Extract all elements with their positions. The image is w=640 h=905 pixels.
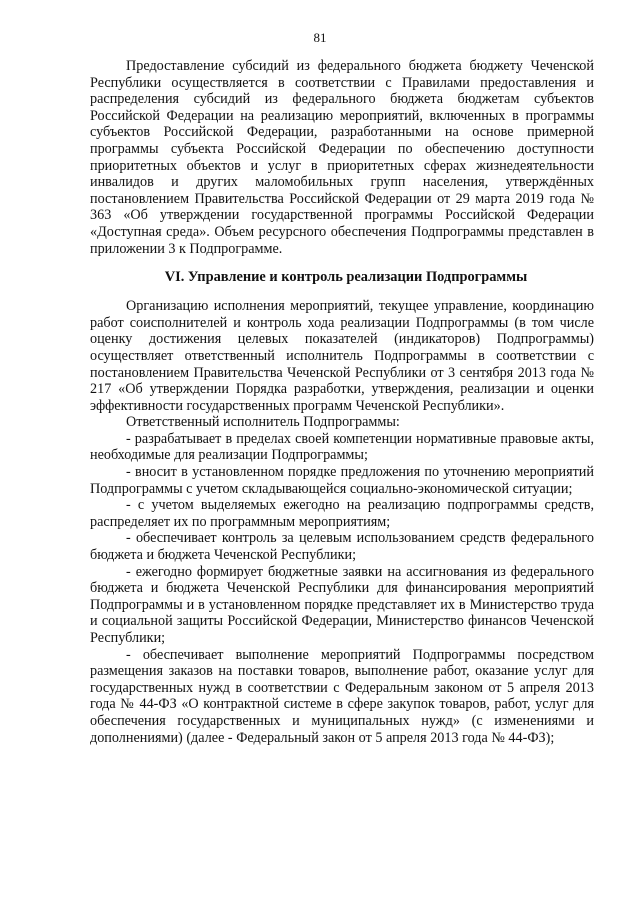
list-item-proposals: - вносит в установленном порядке предложения по уточнению мероприятий Подпрограммы с учетом складывающейся социально-экономической ситуации; (90, 464, 594, 497)
list-item-procurement: - обеспечивает выполнение мероприятий Подпрограммы посредством размещения заказов на поставки товаров, выполнение работ, оказание услуг для государственных нужд в соответствии с Федеральным законом от 5 апреля 2013 года № 44-ФЗ «О контрактной системе в сфере закупок товаров, работ, услуг для обеспечения государственных и муниципальных нужд» (с изменениями и дополнениями) (далее - Федеральный закон от 5 апреля 2013 года № 44-ФЗ); (90, 646, 594, 746)
paragraph-organization: Организацию исполнения мероприятий, текущее управление, координацию работ соисполнителей и контроль хода реализации Подпрограммы (в том числе оценку достижения целевых показателей (индикаторов) Подпрограммы) осуществляет ответственный исполнитель Подпрограммы в соответствии с постановлением Правительства Чеченской Республики от 3 сентября 2013 года № 217 «Об утверждении Порядка разработки, утверждения, реализации и оценки эффективности государственных программ Чеченской Республики». (90, 298, 594, 414)
list-item-develops-acts: - разрабатывает в пределах своей компетенции нормативные правовые акты, необходимые для реализации Подпрограммы; (90, 430, 594, 464)
list-item-distributes-funds: - с учетом выделяемых ежегодно на реализацию подпрограммы средств, распределяет их по программным мероприятиям; (90, 497, 594, 530)
paragraph-responsible-executor: Ответственный исполнитель Подпрограммы: (126, 414, 400, 431)
page-number: 81 (313, 30, 327, 45)
list-item-control: - обеспечивает контроль за целевым использованием средств федерального бюджета и бюджета Чеченской Республики; (90, 530, 594, 564)
list-item-budget-requests: - ежегодно формирует бюджетные заявки на ассигнования из федерального бюджета и бюджета Чеченской Республики для финансирования мероприятий Подпрограммы и в установленном порядке представляет их в Министерство труда и социальной защиты Российской Федерации, Министерство финансов Чеченской Республики; (90, 563, 594, 646)
document-body (90, 58, 594, 746)
section-heading: VI. Управление и контроль реализации Подпрограммы (164, 269, 528, 286)
paragraph-subsidies: Предоставление субсидий из федерального бюджета бюджету Чеченской Республики осуществляется в соответствии с Правилами предоставления и распределения субсидий из федерального бюджета бюджетам субъектов Российской Федерации на реализацию мероприятий, включенных в программы субъектов Российской Федерации, разработанными на основе примерной программы субъекта Российской Федерации по обеспечению доступности приоритетных объектов и услуг в приоритетных сферах жизнедеятельности инвалидов и других маломобильных групп населения, утверждённых постановлением Правительства Российской Федерации от 29 марта 2019 года № 363 «Об утверждении государственной программы Российской Федерации «Доступная среда». Объем ресурсного обеспечения Подпрограммы представлен в приложении 3 к Подпрограмме. (90, 58, 594, 257)
